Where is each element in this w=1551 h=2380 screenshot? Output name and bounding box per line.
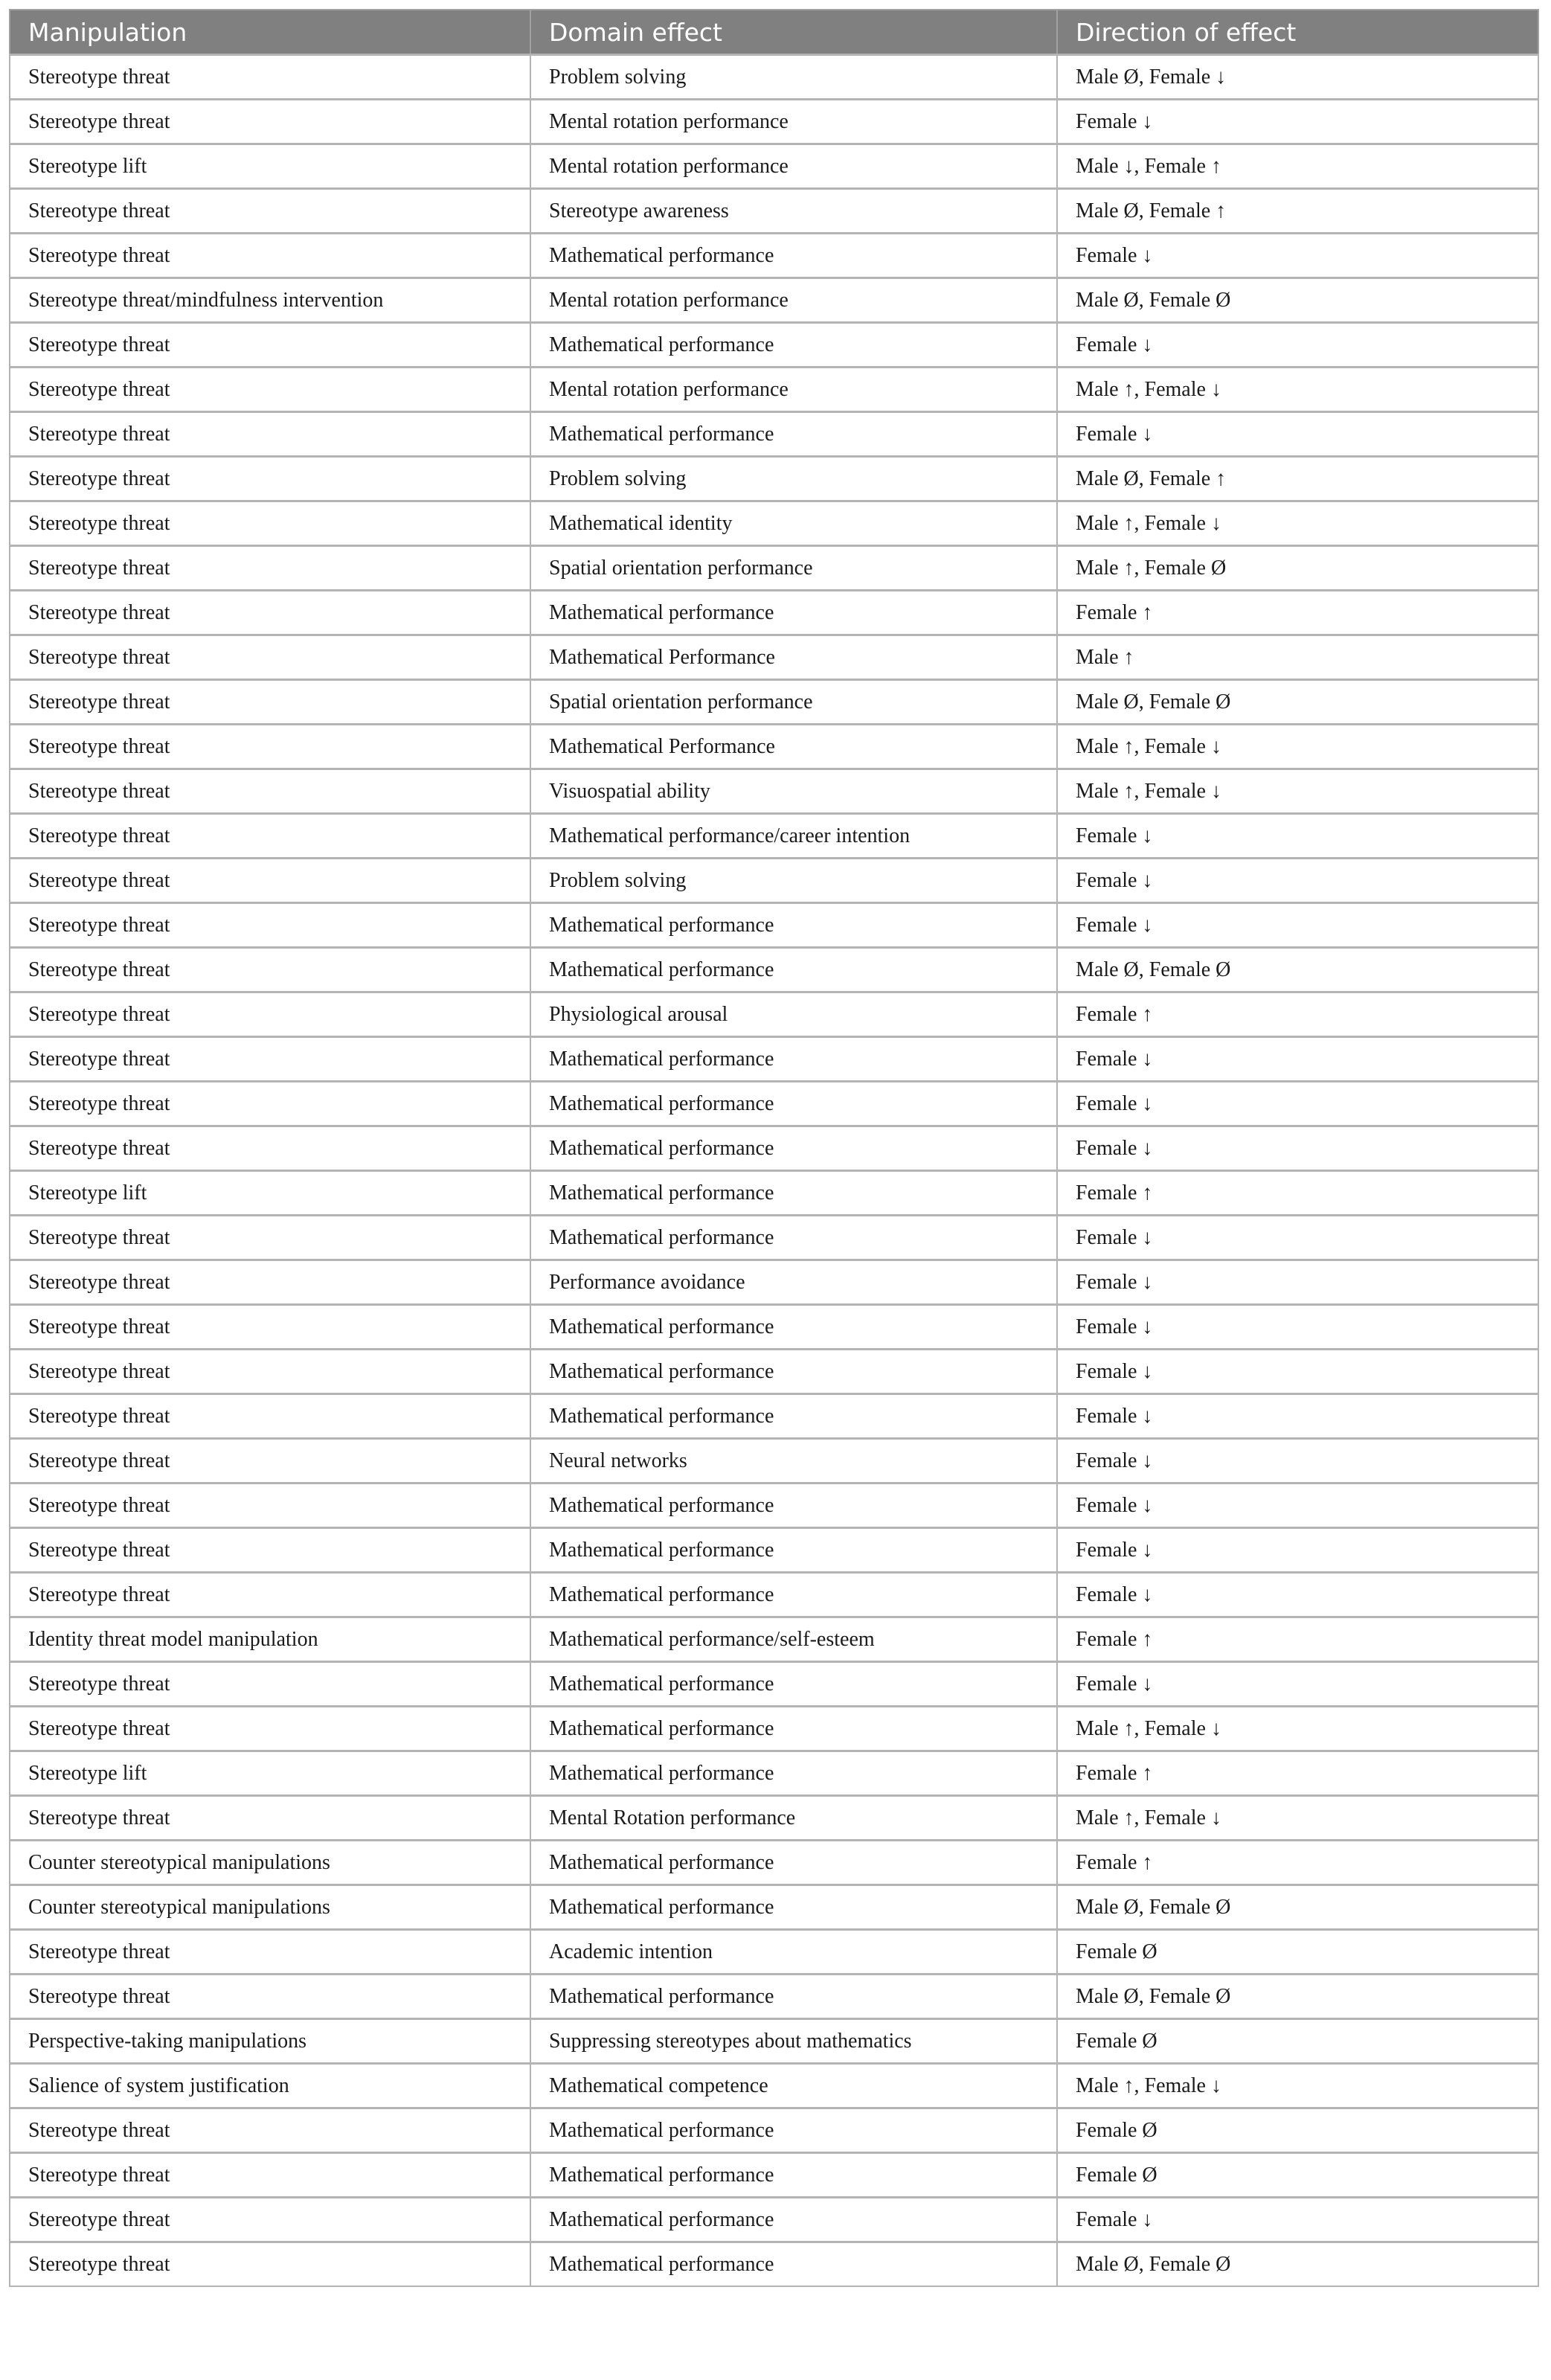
table-row xyxy=(10,2064,1538,2108)
table-row xyxy=(10,144,1538,189)
cell-manipulation: Stereotype threat xyxy=(10,1528,530,1573)
table-row xyxy=(10,1930,1538,1975)
table-row xyxy=(10,546,1538,591)
cell-direction-of-effect: Female ↑ xyxy=(1057,1171,1538,1216)
cell-direction-of-effect: Male Ø, Female Ø xyxy=(1057,680,1538,725)
cell-domain-effect: Mathematical performance xyxy=(530,591,1057,635)
cell-domain-effect: Mathematical performance xyxy=(530,1484,1057,1528)
cell-direction-of-effect: Male ↑ xyxy=(1057,635,1538,680)
header-domain-effect: Domain effect xyxy=(530,10,1057,55)
cell-direction-of-effect: Female ↓ xyxy=(1057,1305,1538,1350)
table-row xyxy=(10,1617,1538,1662)
table-row xyxy=(10,100,1538,144)
table-row xyxy=(10,859,1538,903)
table-row xyxy=(10,1350,1538,1394)
table-row xyxy=(10,1796,1538,1841)
cell-domain-effect: Mathematical performance xyxy=(530,1126,1057,1171)
cell-domain-effect: Mental rotation performance xyxy=(530,100,1057,144)
cell-manipulation: Stereotype threat/mindfulness intervention xyxy=(10,278,530,323)
cell-manipulation: Stereotype threat xyxy=(10,1350,530,1394)
cell-domain-effect: Problem solving xyxy=(530,55,1057,100)
cell-manipulation: Stereotype threat xyxy=(10,546,530,591)
table-row xyxy=(10,1484,1538,1528)
cell-domain-effect: Visuospatial ability xyxy=(530,769,1057,814)
cell-manipulation: Stereotype threat xyxy=(10,1216,530,1260)
cell-manipulation: Stereotype threat xyxy=(10,1126,530,1171)
table-row xyxy=(10,1171,1538,1216)
table-row xyxy=(10,1082,1538,1126)
cell-domain-effect: Mathematical performance xyxy=(530,1037,1057,1082)
cell-direction-of-effect: Female ↑ xyxy=(1057,1841,1538,1885)
cell-manipulation: Stereotype threat xyxy=(10,100,530,144)
table-row xyxy=(10,814,1538,859)
cell-direction-of-effect: Female ↓ xyxy=(1057,234,1538,278)
cell-direction-of-effect: Female ↓ xyxy=(1057,1260,1538,1305)
cell-direction-of-effect: Female ↓ xyxy=(1057,814,1538,859)
cell-direction-of-effect: Male Ø, Female Ø xyxy=(1057,278,1538,323)
cell-domain-effect: Spatial orientation performance xyxy=(530,680,1057,725)
cell-manipulation: Counter stereotypical manipulations xyxy=(10,1885,530,1930)
cell-direction-of-effect: Female Ø xyxy=(1057,1930,1538,1975)
cell-domain-effect: Mathematical Performance xyxy=(530,725,1057,769)
cell-domain-effect: Mathematical performance xyxy=(530,1707,1057,1751)
cell-domain-effect: Suppressing stereotypes about mathematics xyxy=(530,2019,1057,2064)
cell-domain-effect: Neural networks xyxy=(530,1439,1057,1484)
cell-direction-of-effect: Male ↑, Female ↓ xyxy=(1057,2064,1538,2108)
cell-direction-of-effect: Male Ø, Female ↑ xyxy=(1057,457,1538,501)
cell-direction-of-effect: Male Ø, Female Ø xyxy=(1057,2242,1538,2287)
cell-manipulation: Stereotype threat xyxy=(10,591,530,635)
cell-domain-effect: Mathematical competence xyxy=(530,2064,1057,2108)
cell-domain-effect: Mathematical performance xyxy=(530,1350,1057,1394)
table-row xyxy=(10,501,1538,546)
cell-direction-of-effect: Male ↑, Female ↓ xyxy=(1057,501,1538,546)
cell-direction-of-effect: Female ↓ xyxy=(1057,1216,1538,1260)
cell-manipulation: Stereotype threat xyxy=(10,1484,530,1528)
cell-domain-effect: Mathematical performance xyxy=(530,1751,1057,1796)
cell-manipulation: Stereotype threat xyxy=(10,725,530,769)
cell-direction-of-effect: Female ↑ xyxy=(1057,1617,1538,1662)
cell-direction-of-effect: Female ↓ xyxy=(1057,1037,1538,1082)
cell-domain-effect: Physiological arousal xyxy=(530,992,1057,1037)
cell-manipulation: Stereotype threat xyxy=(10,1930,530,1975)
cell-domain-effect: Mathematical performance/self-esteem xyxy=(530,1617,1057,1662)
cell-manipulation: Stereotype threat xyxy=(10,680,530,725)
cell-manipulation: Stereotype threat xyxy=(10,1394,530,1439)
cell-direction-of-effect: Female ↓ xyxy=(1057,2198,1538,2242)
cell-manipulation: Stereotype threat xyxy=(10,189,530,234)
cell-domain-effect: Mathematical Performance xyxy=(530,635,1057,680)
cell-direction-of-effect: Male Ø, Female Ø xyxy=(1057,948,1538,992)
cell-manipulation: Stereotype threat xyxy=(10,635,530,680)
cell-direction-of-effect: Female ↓ xyxy=(1057,1126,1538,1171)
cell-domain-effect: Stereotype awareness xyxy=(530,189,1057,234)
cell-manipulation: Stereotype threat xyxy=(10,2242,530,2287)
cell-direction-of-effect: Female ↓ xyxy=(1057,1082,1538,1126)
cell-direction-of-effect: Female ↓ xyxy=(1057,323,1538,368)
cell-direction-of-effect: Female Ø xyxy=(1057,2153,1538,2198)
table-row xyxy=(10,1707,1538,1751)
table-row xyxy=(10,1260,1538,1305)
cell-direction-of-effect: Female ↓ xyxy=(1057,412,1538,457)
cell-manipulation: Stereotype threat xyxy=(10,1573,530,1617)
cell-manipulation: Stereotype threat xyxy=(10,2153,530,2198)
cell-direction-of-effect: Male ↑, Female ↓ xyxy=(1057,368,1538,412)
cell-manipulation: Stereotype threat xyxy=(10,1082,530,1126)
cell-manipulation: Stereotype threat xyxy=(10,1975,530,2019)
cell-domain-effect: Mental rotation performance xyxy=(530,368,1057,412)
cell-direction-of-effect: Male Ø, Female ↓ xyxy=(1057,55,1538,100)
cell-direction-of-effect: Female ↑ xyxy=(1057,591,1538,635)
cell-manipulation: Stereotype threat xyxy=(10,457,530,501)
cell-direction-of-effect: Female ↓ xyxy=(1057,903,1538,948)
cell-manipulation: Stereotype threat xyxy=(10,501,530,546)
cell-manipulation: Stereotype threat xyxy=(10,1439,530,1484)
cell-manipulation: Stereotype threat xyxy=(10,814,530,859)
cell-manipulation: Stereotype threat xyxy=(10,769,530,814)
header-manipulation: Manipulation xyxy=(10,10,530,55)
cell-direction-of-effect: Female ↓ xyxy=(1057,1350,1538,1394)
cell-manipulation: Stereotype threat xyxy=(10,992,530,1037)
cell-domain-effect: Mathematical performance xyxy=(530,1171,1057,1216)
table-row xyxy=(10,2108,1538,2153)
table-row xyxy=(10,635,1538,680)
cell-domain-effect: Problem solving xyxy=(530,457,1057,501)
cell-manipulation: Salience of system justification xyxy=(10,2064,530,2108)
table-row xyxy=(10,769,1538,814)
table-row xyxy=(10,55,1538,100)
cell-direction-of-effect: Male Ø, Female Ø xyxy=(1057,1975,1538,2019)
table-row xyxy=(10,278,1538,323)
cell-manipulation: Perspective-taking manipulations xyxy=(10,2019,530,2064)
cell-domain-effect: Mathematical performance xyxy=(530,1662,1057,1707)
cell-domain-effect: Mathematical performance xyxy=(530,1841,1057,1885)
table-row xyxy=(10,1037,1538,1082)
table-row xyxy=(10,903,1538,948)
cell-domain-effect: Mathematical performance xyxy=(530,1573,1057,1617)
table-row xyxy=(10,234,1538,278)
cell-direction-of-effect: Female ↓ xyxy=(1057,1439,1538,1484)
table-row xyxy=(10,2198,1538,2242)
cell-direction-of-effect: Female ↓ xyxy=(1057,100,1538,144)
cell-direction-of-effect: Female ↑ xyxy=(1057,1751,1538,1796)
cell-domain-effect: Mathematical performance xyxy=(530,234,1057,278)
table-row xyxy=(10,368,1538,412)
table-row xyxy=(10,1394,1538,1439)
table-row xyxy=(10,1305,1538,1350)
cell-manipulation: Stereotype threat xyxy=(10,1260,530,1305)
cell-manipulation: Counter stereotypical manipulations xyxy=(10,1841,530,1885)
cell-direction-of-effect: Female ↓ xyxy=(1057,1528,1538,1573)
cell-direction-of-effect: Male Ø, Female Ø xyxy=(1057,1885,1538,1930)
cell-domain-effect: Mathematical performance xyxy=(530,323,1057,368)
cell-manipulation: Stereotype threat xyxy=(10,1796,530,1841)
cell-direction-of-effect: Female ↓ xyxy=(1057,1573,1538,1617)
cell-direction-of-effect: Female ↓ xyxy=(1057,1662,1538,1707)
table-row xyxy=(10,948,1538,992)
cell-manipulation: Stereotype threat xyxy=(10,1037,530,1082)
cell-domain-effect: Mathematical performance xyxy=(530,1305,1057,1350)
cell-domain-effect: Mathematical performance xyxy=(530,2198,1057,2242)
cell-domain-effect: Mathematical performance xyxy=(530,2153,1057,2198)
cell-domain-effect: Mental rotation performance xyxy=(530,278,1057,323)
cell-direction-of-effect: Male ↑, Female ↓ xyxy=(1057,1707,1538,1751)
cell-direction-of-effect: Male Ø, Female ↑ xyxy=(1057,189,1538,234)
table-row xyxy=(10,2242,1538,2287)
table-row xyxy=(10,1841,1538,1885)
cell-manipulation: Stereotype threat xyxy=(10,412,530,457)
cell-manipulation: Stereotype threat xyxy=(10,323,530,368)
cell-manipulation: Stereotype threat xyxy=(10,2198,530,2242)
table-row xyxy=(10,1662,1538,1707)
table-row xyxy=(10,1216,1538,1260)
table-row xyxy=(10,2019,1538,2064)
cell-domain-effect: Spatial orientation performance xyxy=(530,546,1057,591)
cell-domain-effect: Mathematical performance/career intention xyxy=(530,814,1057,859)
table-row xyxy=(10,725,1538,769)
table-row xyxy=(10,1126,1538,1171)
cell-direction-of-effect: Female ↑ xyxy=(1057,992,1538,1037)
cell-manipulation: Stereotype lift xyxy=(10,144,530,189)
cell-direction-of-effect: Female ↓ xyxy=(1057,1484,1538,1528)
cell-manipulation: Stereotype threat xyxy=(10,1305,530,1350)
table-body xyxy=(10,55,1538,2287)
table-row xyxy=(10,2153,1538,2198)
cell-domain-effect: Mental rotation performance xyxy=(530,144,1057,189)
cell-manipulation: Stereotype threat xyxy=(10,55,530,100)
cell-domain-effect: Mathematical performance xyxy=(530,1528,1057,1573)
cell-domain-effect: Mathematical performance xyxy=(530,2108,1057,2153)
table-row xyxy=(10,1573,1538,1617)
cell-domain-effect: Mathematical performance xyxy=(530,1885,1057,1930)
cell-domain-effect: Mental Rotation performance xyxy=(530,1796,1057,1841)
cell-domain-effect: Mathematical performance xyxy=(530,1082,1057,1126)
cell-manipulation: Stereotype threat xyxy=(10,368,530,412)
cell-domain-effect: Mathematical performance xyxy=(530,1216,1057,1260)
cell-domain-effect: Mathematical performance xyxy=(530,2242,1057,2287)
effects-table xyxy=(9,9,1539,2287)
cell-direction-of-effect: Male ↑, Female ↓ xyxy=(1057,769,1538,814)
cell-direction-of-effect: Male ↑, Female Ø xyxy=(1057,546,1538,591)
cell-manipulation: Stereotype threat xyxy=(10,1662,530,1707)
table-row xyxy=(10,680,1538,725)
cell-manipulation: Stereotype threat xyxy=(10,234,530,278)
cell-direction-of-effect: Female Ø xyxy=(1057,2108,1538,2153)
cell-domain-effect: Mathematical performance xyxy=(530,903,1057,948)
cell-direction-of-effect: Female ↓ xyxy=(1057,859,1538,903)
cell-direction-of-effect: Female Ø xyxy=(1057,2019,1538,2064)
table-row xyxy=(10,591,1538,635)
table-row xyxy=(10,412,1538,457)
cell-manipulation: Identity threat model manipulation xyxy=(10,1617,530,1662)
cell-domain-effect: Performance avoidance xyxy=(530,1260,1057,1305)
cell-domain-effect: Mathematical performance xyxy=(530,412,1057,457)
table-row xyxy=(10,1975,1538,2019)
header-direction-of-effect: Direction of effect xyxy=(1057,10,1538,55)
cell-domain-effect: Problem solving xyxy=(530,859,1057,903)
cell-direction-of-effect: Male ↓, Female ↑ xyxy=(1057,144,1538,189)
cell-domain-effect: Mathematical performance xyxy=(530,948,1057,992)
cell-domain-effect: Mathematical performance xyxy=(530,1975,1057,2019)
table-row xyxy=(10,992,1538,1037)
table-header xyxy=(10,10,1538,55)
table-row xyxy=(10,1885,1538,1930)
cell-manipulation: Stereotype threat xyxy=(10,1707,530,1751)
cell-domain-effect: Mathematical performance xyxy=(530,1394,1057,1439)
table-row xyxy=(10,323,1538,368)
cell-manipulation: Stereotype threat xyxy=(10,2108,530,2153)
cell-direction-of-effect: Male ↑, Female ↓ xyxy=(1057,725,1538,769)
table-row xyxy=(10,189,1538,234)
cell-manipulation: Stereotype threat xyxy=(10,859,530,903)
cell-domain-effect: Mathematical identity xyxy=(530,501,1057,546)
cell-domain-effect: Academic intention xyxy=(530,1930,1057,1975)
cell-direction-of-effect: Female ↓ xyxy=(1057,1394,1538,1439)
cell-manipulation: Stereotype lift xyxy=(10,1751,530,1796)
cell-manipulation: Stereotype lift xyxy=(10,1171,530,1216)
table-row xyxy=(10,457,1538,501)
table-row xyxy=(10,1528,1538,1573)
table-row xyxy=(10,1751,1538,1796)
header-row xyxy=(10,10,1538,55)
cell-direction-of-effect: Male ↑, Female ↓ xyxy=(1057,1796,1538,1841)
cell-manipulation: Stereotype threat xyxy=(10,948,530,992)
table-row xyxy=(10,1439,1538,1484)
cell-manipulation: Stereotype threat xyxy=(10,903,530,948)
